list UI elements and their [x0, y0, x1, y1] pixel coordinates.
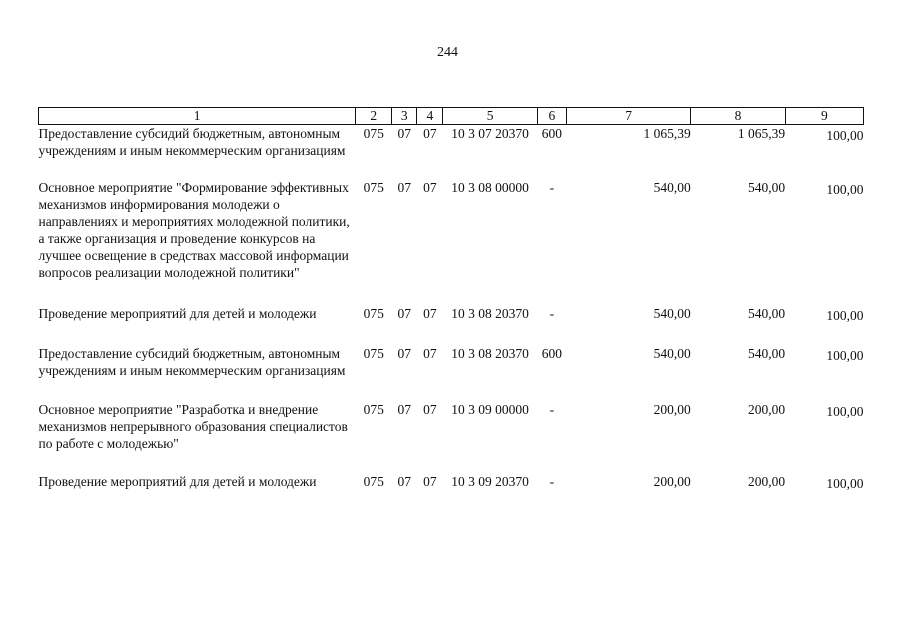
percent-executed [785, 399, 863, 471]
code-subsection: 07 [423, 306, 437, 321]
row-name: Проведение мероприятий для детей и молодежи [38, 474, 317, 489]
code-expense-type: 600 [541, 126, 562, 141]
code-subsection: 07 [423, 180, 437, 195]
amount-planned: 200,00 [653, 474, 691, 489]
percent-executed [785, 125, 863, 178]
amount-actual: 1 065,39 [737, 126, 786, 141]
table-row [39, 343, 864, 399]
code-section: 07 [397, 180, 412, 195]
column-header-1: 1 [39, 108, 356, 125]
column-header-5: 5 [443, 108, 537, 125]
percent-executed [785, 177, 863, 303]
code-subsection: 07 [423, 346, 437, 361]
code-subsection: 07 [423, 474, 437, 489]
amount-planned: 200,00 [653, 402, 691, 417]
code-ministry: 075 [363, 346, 384, 361]
table-row [39, 471, 864, 493]
percent-executed [785, 471, 863, 493]
amount-actual: 540,00 [748, 180, 786, 195]
budget-table [38, 107, 864, 493]
code-expense-type: - [549, 306, 555, 321]
row-name: Предоставление субсидий бюджетным, автономным учреждениям и иным некоммерческим организациям [38, 126, 346, 158]
percent-value: 100,00 [826, 128, 864, 143]
column-header-4: 4 [417, 108, 443, 125]
amount-planned: 540,00 [653, 180, 691, 195]
table-row [39, 125, 864, 178]
code-ministry: 075 [363, 126, 384, 141]
column-header-9: 9 [785, 108, 863, 125]
row-name: Основное мероприятие "Разработка и внедрение механизмов непрерывного образования специалистов по работе с молодежью" [38, 402, 348, 451]
code-section: 07 [397, 402, 412, 417]
amount-planned: 1 065,39 [643, 126, 691, 141]
code-target: 10 3 09 00000 [451, 402, 529, 417]
code-expense-type: - [549, 180, 555, 195]
code-target: 10 3 08 20370 [451, 346, 529, 361]
table-row [39, 303, 864, 343]
row-name: Предоставление субсидий бюджетным, автономным учреждениям и иным некоммерческим организациям [38, 346, 346, 378]
amount-actual: 200,00 [748, 474, 786, 489]
code-expense-type: 600 [541, 346, 562, 361]
code-section: 07 [397, 474, 412, 489]
percent-value: 100,00 [826, 308, 864, 323]
code-section: 07 [397, 126, 412, 141]
table-row [39, 177, 864, 303]
percent-executed [785, 343, 863, 399]
code-ministry: 075 [363, 180, 384, 195]
amount-planned: 540,00 [653, 306, 691, 321]
code-section: 07 [397, 306, 412, 321]
amount-actual: 200,00 [748, 402, 786, 417]
column-header-2: 2 [356, 108, 392, 125]
code-ministry: 075 [363, 402, 384, 417]
row-name: Проведение мероприятий для детей и молодежи [38, 306, 317, 321]
code-subsection: 07 [423, 402, 437, 417]
percent-executed [785, 303, 863, 343]
percent-value: 100,00 [826, 182, 864, 197]
header-row [39, 108, 864, 125]
amount-actual: 540,00 [748, 346, 786, 361]
code-ministry: 075 [363, 474, 384, 489]
column-header-8: 8 [691, 108, 785, 125]
row-name: Основное мероприятие "Формирование эффективных механизмов информирования молодежи о направлениях и мероприятиях молодежной политики, а также организация и проведение конкурсов на лучшее освещение в средствах массовой информации вопросов реализации молодежной политики" [38, 180, 350, 280]
code-expense-type: - [549, 402, 555, 417]
column-header-3: 3 [392, 108, 417, 125]
amount-actual: 540,00 [748, 306, 786, 321]
code-expense-type: - [549, 474, 555, 489]
page-number: 244 [437, 45, 458, 60]
code-target: 10 3 09 20370 [451, 474, 529, 489]
percent-value: 100,00 [826, 476, 864, 491]
column-header-6: 6 [537, 108, 566, 125]
code-ministry: 075 [363, 306, 384, 321]
percent-value: 100,00 [826, 348, 864, 363]
table-row [39, 399, 864, 471]
code-section: 07 [397, 346, 412, 361]
amount-planned: 540,00 [653, 346, 691, 361]
code-target: 10 3 08 00000 [451, 180, 529, 195]
column-header-7: 7 [566, 108, 690, 125]
code-target: 10 3 08 20370 [451, 306, 529, 321]
code-subsection: 07 [423, 126, 437, 141]
code-target: 10 3 07 20370 [451, 126, 529, 141]
percent-value: 100,00 [826, 404, 864, 419]
